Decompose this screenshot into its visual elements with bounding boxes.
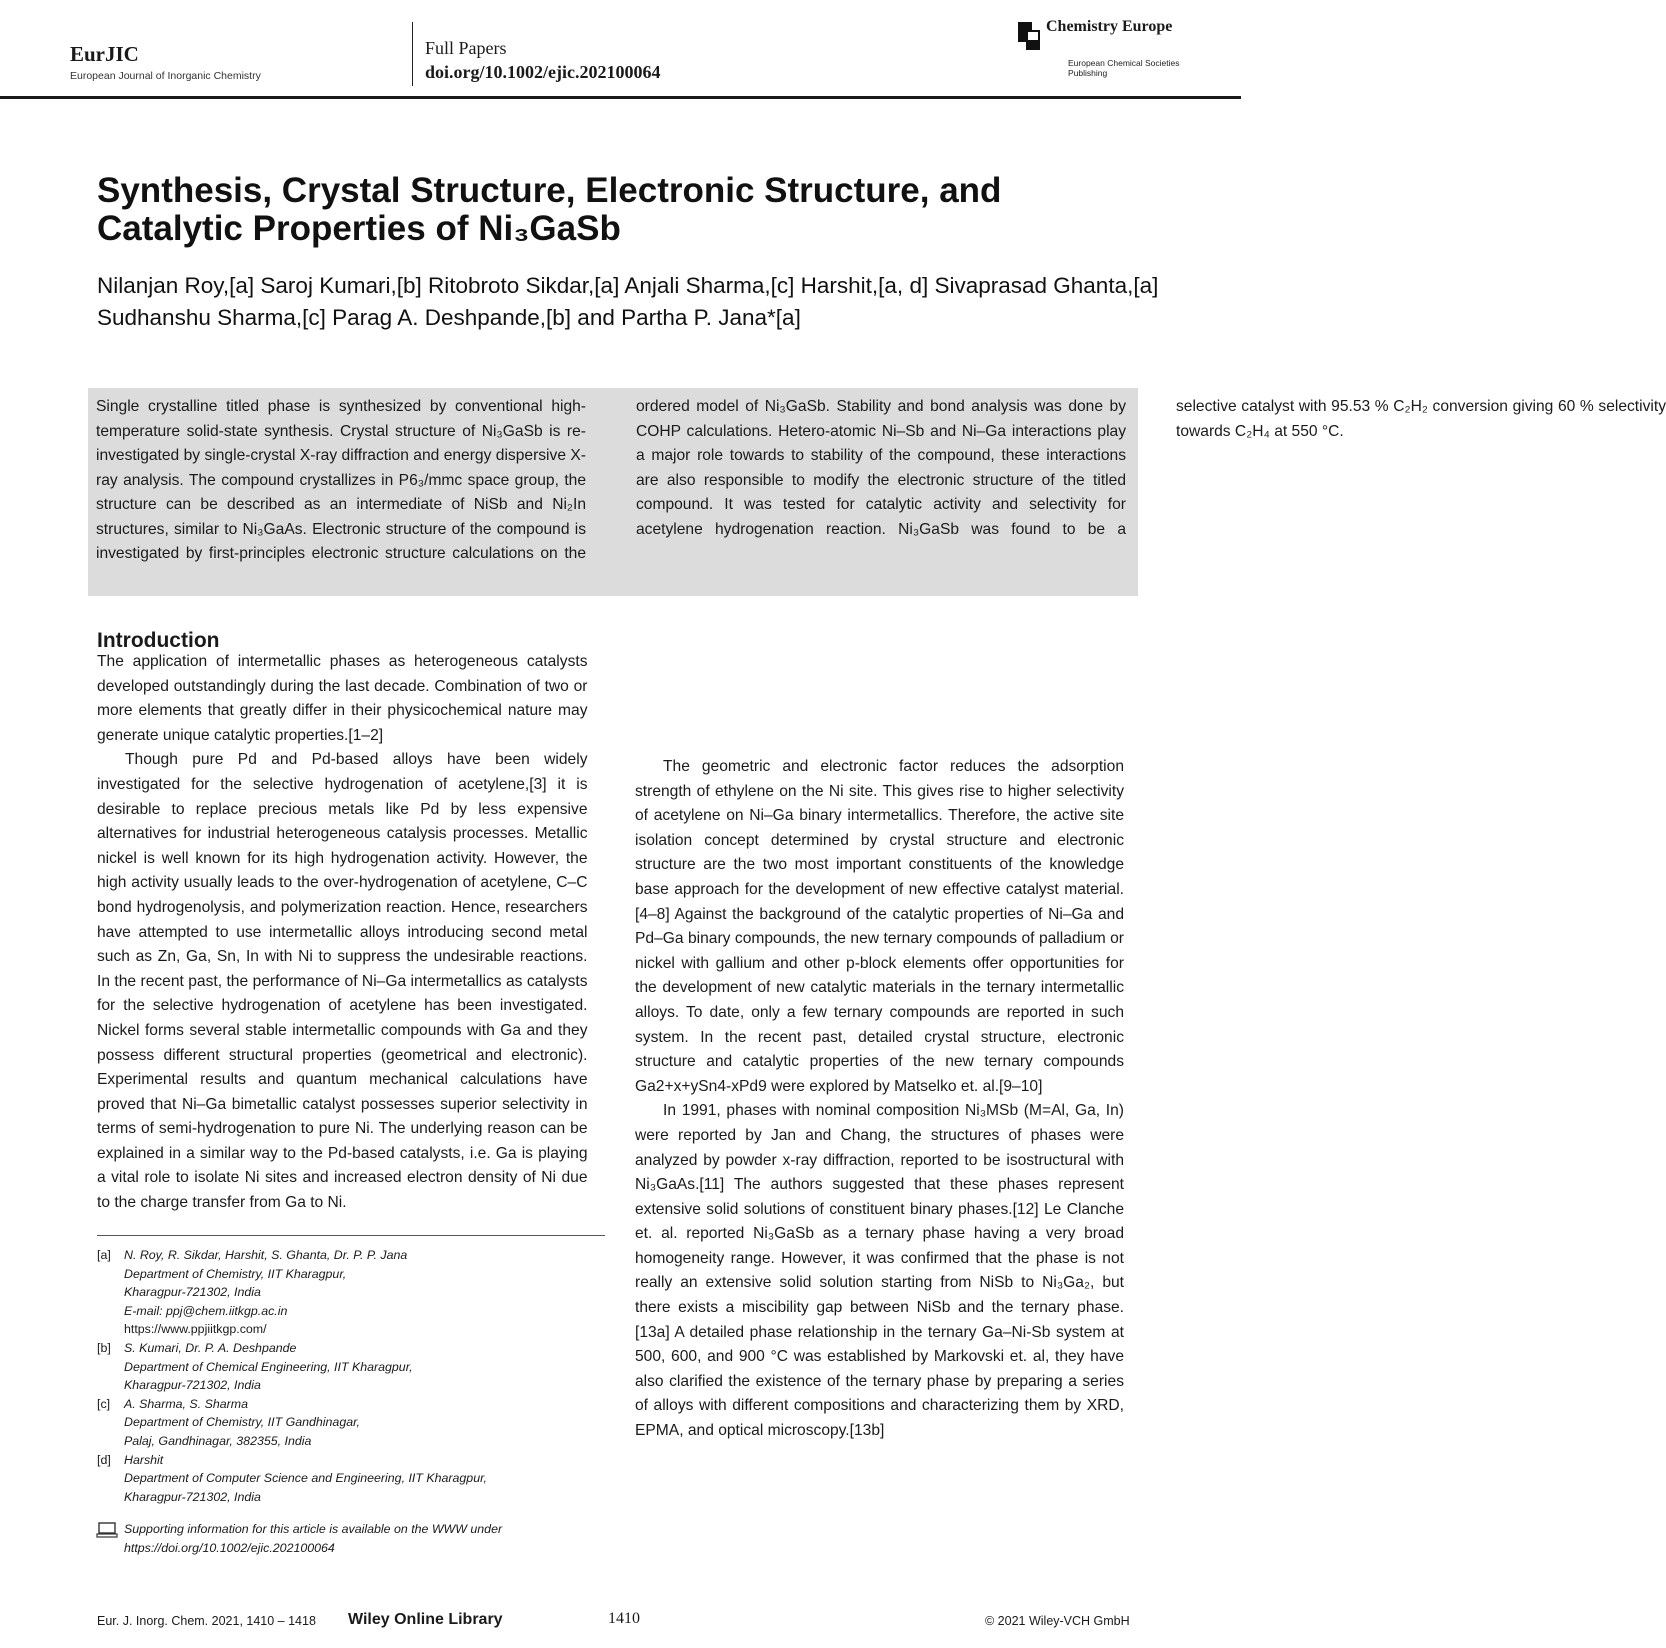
intro-paragraph-4: In 1991, phases with nominal composition Ni₃MSb (M=Al, Ga, In) were reported by Jan and Chang, the structures of phases were analyzed by powder x-ray diffraction, reported to be isostructural with Ni₃GaAs.[11] The authors suggested that these phases represent extensive solid solutions of constituent binary phases.[12] Le Clanche et. al. reported Ni₃GaSb as a ternary phase having a very broad homogeneity range. However, it was confirmed that the phase is not really an extensive solid solution starting from NiSb to Ni₃Ga₂, but there exists a miscibility gap between NiSb and the ternary phase.[13a] A detailed phase relationship in the ternary Ga–Ni-Sb system at 500, 600, and 900 °C was established by Markovski et. al, they have also clarified the existence of the ternary phase by preparing a series of alloys with different compositions and characterizing them by XRD, EPMA, and optical microscopy.[13b] <box>635 1102 1124 1440</box>
footer-copyright: © 2021 Wiley-VCH GmbH <box>985 1614 1130 1628</box>
article-title: Synthesis, Crystal Structure, Electronic Structure, and Catalytic Properties of Ni₃GaSb <box>97 171 1002 248</box>
section-heading-introduction: Introduction <box>97 629 220 652</box>
footnote-b <box>97 1339 617 1395</box>
footnote-label: [c] <box>97 1396 111 1411</box>
abstract-text: Single crystalline titled phase is synthesized by conventional high-temperature solid-state synthesis. Crystal structure of Ni₃GaSb is re-investigated by single-crystal X-ray diffraction and energy dispersive X-ray analysis. The compound crystallizes in P6₃/mmc space group, the structure can be described as an intermediate of NiSb and Ni₂In structures, similar to Ni₃GaAs. Electronic structure of the compound is investigated by first-principles electronic structure calculations on the ordered model of Ni₃GaSb. Stability and bond analysis was done by COHP calculations. Hetero-atomic Ni–Sb and Ni–Ga interactions play a major role towards to stability of the compound, these interactions are also responsible to modify the electronic structure of the titled compound. It was tested for catalytic activity and selectivity for acetylene hydrogenation reaction. Ni₃GaSb was found to be a selective catalyst with 95.53 % C₂H₂ conversion giving 60 % selectivity towards C₂H₄ at 550 °C. <box>96 398 1666 562</box>
header-divider <box>412 22 413 86</box>
footnote-email[interactable]: E-mail: ppj@chem.iitkgp.ac.in <box>124 1303 288 1318</box>
computer-icon <box>97 1522 117 1538</box>
footer-wiley-online-library[interactable]: Wiley Online Library <box>348 1611 503 1628</box>
footer-citation: Eur. J. Inorg. Chem. 2021, 1410 – 1418 <box>97 1614 316 1628</box>
publisher-name: Chemistry Europe <box>1046 18 1173 35</box>
chemistry-europe-logo-icon <box>1018 22 1040 50</box>
footnote-label: [a] <box>97 1248 111 1262</box>
footnote-line: Harshit <box>124 1452 164 1467</box>
footnote-line: Department of Chemistry, IIT Gandhinagar, <box>124 1415 360 1430</box>
footnote-line: Department of Chemistry, IIT Kharagpur, <box>124 1266 347 1281</box>
footnote-url[interactable]: https://www.ppjiitkgp.com/ <box>124 1322 267 1337</box>
supporting-info-note <box>97 1520 617 1557</box>
article-section-type: Full Papers <box>425 38 507 58</box>
author-list: Nilanjan Roy,[a] Saroj Kumari,[b] Ritobroto Sikdar,[a] Anjali Sharma,[c] Harshit,[a, d] Sivaprasad Ghanta,[a] Sudhanshu Sharma,[c] Parag A. Deshpande,[b] and Partha P. Jana*[a] <box>97 273 1159 330</box>
publisher-subtitle: European Chemical Societies Publishing <box>1068 58 1180 78</box>
footnote-label: [d] <box>97 1452 111 1467</box>
footnote-label: [b] <box>97 1340 111 1355</box>
footnote-line: Department of Computer Science and Engineering, IIT Kharagpur, <box>124 1471 487 1486</box>
footnote-line: Department of Chemical Engineering, IIT Kharagpur, <box>124 1359 413 1374</box>
journal-abbreviation: EurJIC <box>70 42 139 66</box>
right-column-lower <box>635 755 1124 1495</box>
footnote-line: Kharagpur-721302, India <box>124 1489 261 1504</box>
footnote-d <box>97 1451 617 1507</box>
intro-paragraph-3: The geometric and electronic factor reduces the adsorption strength of ethylene on the Ni site. This gives rise to higher selectivity of acetylene on Ni–Ga binary intermetallics. Therefore, the active site isolation concept determined by crystal structure and electronic structure are the two most important constituents of the knowledge base approach for the development of new effective catalyst material.[4–8] Against the background of the catalytic properties of Ni–Ga and Pd–Ga binary compounds, the new ternary compounds of palladium or nickel with gallium and other p-block elements offer opportunities for the development of new catalytic materials in the ternary intermetallic alloys. To date, only a few ternary compounds are reported in such system. In the recent past, detailed crystal structure, electronic structure and catalytic properties of the new ternary compounds Ga2+x+ySn4-xPd9 were explored by Matselko et. al.[9–10] <box>635 758 1124 1095</box>
footnote-rule <box>97 1235 605 1236</box>
footnote-line: A. Sharma, S. Sharma <box>124 1396 248 1411</box>
footnote-line: N. Roy, R. Sikdar, Harshit, S. Ghanta, Dr. P. P. Jana <box>124 1248 408 1262</box>
supporting-info-text[interactable]: Supporting information for this article is available on the WWW under https://doi.org/10.1002/ejic.202100064 <box>124 1522 503 1555</box>
header-rule <box>0 96 1241 99</box>
intro-paragraph-1: The application of intermetallic phases as heterogeneous catalysts developed outstandingly during the last decade. Combination of two or more elements that greatly differ in their physicochemical nature may generate unique catalytic properties.[1–2] <box>97 653 588 744</box>
page-number: 1410 <box>608 1610 640 1627</box>
footnote-c <box>97 1395 617 1451</box>
article-doi-link[interactable]: doi.org/10.1002/ejic.202100064 <box>425 62 661 82</box>
footnote-line: Kharagpur-721302, India <box>124 1285 261 1300</box>
abstract-box <box>88 388 1666 596</box>
footnote-line: Palaj, Gandhinagar, 382355, India <box>124 1433 312 1448</box>
affiliations-footnotes <box>97 1246 617 1506</box>
intro-paragraph-2: Though pure Pd and Pd-based alloys have been widely investigated for the selective hydrogenation of acetylene,[3] it is desirable to replace precious metals like Pd by less expensive alternatives for industrial heterogeneous catalysis processes. Metallic nickel is well known for its high hydrogenation activity. However, the high activity usually leads to the over-hydrogenation of acetylene, C–C bond hydrogenolysis, and polymerization reaction. Hence, researchers have attempted to use intermetallic alloys introducing second metal such as Zn, Ga, Sn, In with Ni to suppress the undesirable reactions. In the recent past, the performance of Ni–Ga intermetallics as catalysts for the selective hydrogenation of acetylene has been investigated. Nickel forms several stable intermetallic compounds with Ga and they possess different structural properties (geometrical and electronic). Experimental results and quantum mechanical calculations have proved that Ni–Ga bimetallic catalyst possesses superior selectivity in terms of semi-hydrogenation to pure Ni. The underlying reason can be explained in a similar way to the Pd-based catalysts, i.e. Ga is playing a vital role to isolate Ni sites and increased electron density of Ni due to the charge transfer from Ga to Ni. <box>97 751 588 1212</box>
footnote-line: S. Kumari, Dr. P. A. Deshpande <box>124 1340 297 1355</box>
footnote-a <box>97 1246 617 1339</box>
footnote-line: Kharagpur-721302, India <box>124 1378 261 1393</box>
journal-full-name: European Journal of Inorganic Chemistry <box>70 70 261 82</box>
